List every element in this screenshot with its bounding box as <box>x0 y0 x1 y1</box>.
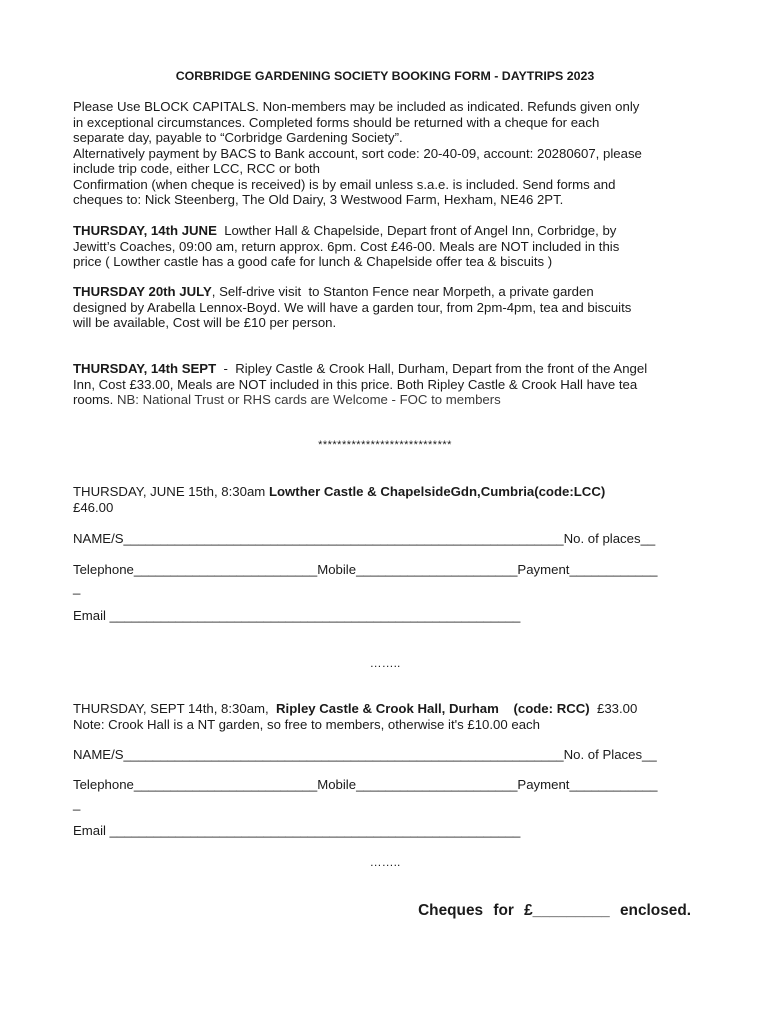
name-places-field[interactable]: NAME/S____________________________________________________________No. of Places__ <box>73 747 657 762</box>
trip-text: - Ripley Castle & Crook Hall, Durham, Depart from the front of the Angel <box>216 361 648 376</box>
email-field[interactable]: Email ________________________________________________________ <box>73 823 521 838</box>
form-heading-text: THURSDAY, JUNE 15th, 8:30am <box>73 484 269 499</box>
field-wrap: _ <box>73 580 81 595</box>
name-places-field[interactable]: NAME/S____________________________________________________________No. of places__ <box>73 531 656 546</box>
trip-date: THURSDAY, 14th SEPT <box>73 361 217 376</box>
intro-line: Alternatively payment by BACS to Bank account, sort code: 20-40-09, account: 20280607, please <box>73 145 642 161</box>
trip-text: Jewitt’s Coaches, 09:00 am, return approx. 6pm. Cost £46-00. Meals are NOT included in this <box>73 238 620 254</box>
form-note: Note: Crook Hall is a NT garden, so free to members, otherwise it's £10.00 each <box>73 716 540 732</box>
intro-line: include trip code, either LCC, RCC or both <box>73 161 321 176</box>
trip-text: rooms. <box>73 392 117 407</box>
form-heading-venue: Lowther Castle & ChapelsideGdn,Cumbria(code:LCC) <box>268 484 606 499</box>
form-price: £46.00 <box>73 499 114 515</box>
intro-line: Please Use BLOCK CAPITALS. Non-members may be included as indicated. Refunds given only <box>73 99 640 114</box>
trip-date: THURSDAY 20th JULY <box>73 284 212 299</box>
intro-line: cheques to: Nick Steenberg, The Old Dairy, 3 Westwood Farm, Hexham, NE46 2PT. <box>73 192 564 207</box>
form-heading-venue: Ripley Castle & Crook Hall, Durham (code: RCC) <box>276 701 590 716</box>
trip-date: THURSDAY, 14th JUNE <box>73 223 217 238</box>
form-heading-text: THURSDAY, SEPT 14th, 8:30am, <box>73 701 277 716</box>
trip-june-description <box>73 223 698 270</box>
trip-text: price ( Lowther castle has a good cafe for lunch & Chapelside offer tea & biscuits ) <box>73 254 553 269</box>
dots-divider: …….. <box>369 656 401 670</box>
separator: **************************** <box>318 439 452 451</box>
trip-text: Lowther Hall & Chapelside, Depart front of Angel Inn, Corbridge, by <box>216 223 617 238</box>
trip-july-description <box>73 284 698 331</box>
intro-paragraph <box>73 99 698 208</box>
form-lcc-heading <box>73 484 698 515</box>
intro-line: Confirmation (when cheque is received) is by email unless s.a.e. is included. Send forms and <box>73 176 616 192</box>
form-rcc-heading <box>73 701 713 732</box>
telephone-mobile-payment-field[interactable]: Telephone_________________________Mobile______________________Payment____________ <box>73 777 658 792</box>
email-field[interactable]: Email ________________________________________________________ <box>73 608 521 623</box>
trip-text: , Self-drive visit to Stanton Fence near Morpeth, a private garden <box>211 284 594 299</box>
trip-text: Inn, Cost £33.00, Meals are NOT included in this price. Both Ripley Castle & Crook Hall have tea <box>73 376 638 392</box>
intro-line: in exceptional circumstances. Completed forms should be returned with a cheque for each <box>73 114 600 130</box>
form-price: £33.00 <box>589 701 638 716</box>
trip-sept-description <box>73 361 698 408</box>
dots-divider: …….. <box>369 855 401 869</box>
telephone-mobile-payment-field[interactable]: Telephone_________________________Mobile______________________Payment____________ <box>73 562 658 577</box>
trip-text: will be available, Cost will be £10 per person. <box>73 315 337 330</box>
cheques-enclosed-field[interactable]: Cheques for £_________ enclosed. <box>418 902 691 919</box>
field-wrap: _ <box>73 796 81 811</box>
page-title: CORBRIDGE GARDENING SOCIETY BOOKING FORM - DAYTRIPS 2023 <box>175 69 595 83</box>
trip-text: designed by Arabella Lennox-Boyd. We will have a garden tour, from 2pm-4pm, tea and biscuits <box>73 299 632 315</box>
membership-note: NB: National Trust or RHS cards are Welcome - FOC to members <box>116 392 501 407</box>
intro-line: separate day, payable to “Corbridge Gardening Society”. <box>73 130 403 145</box>
